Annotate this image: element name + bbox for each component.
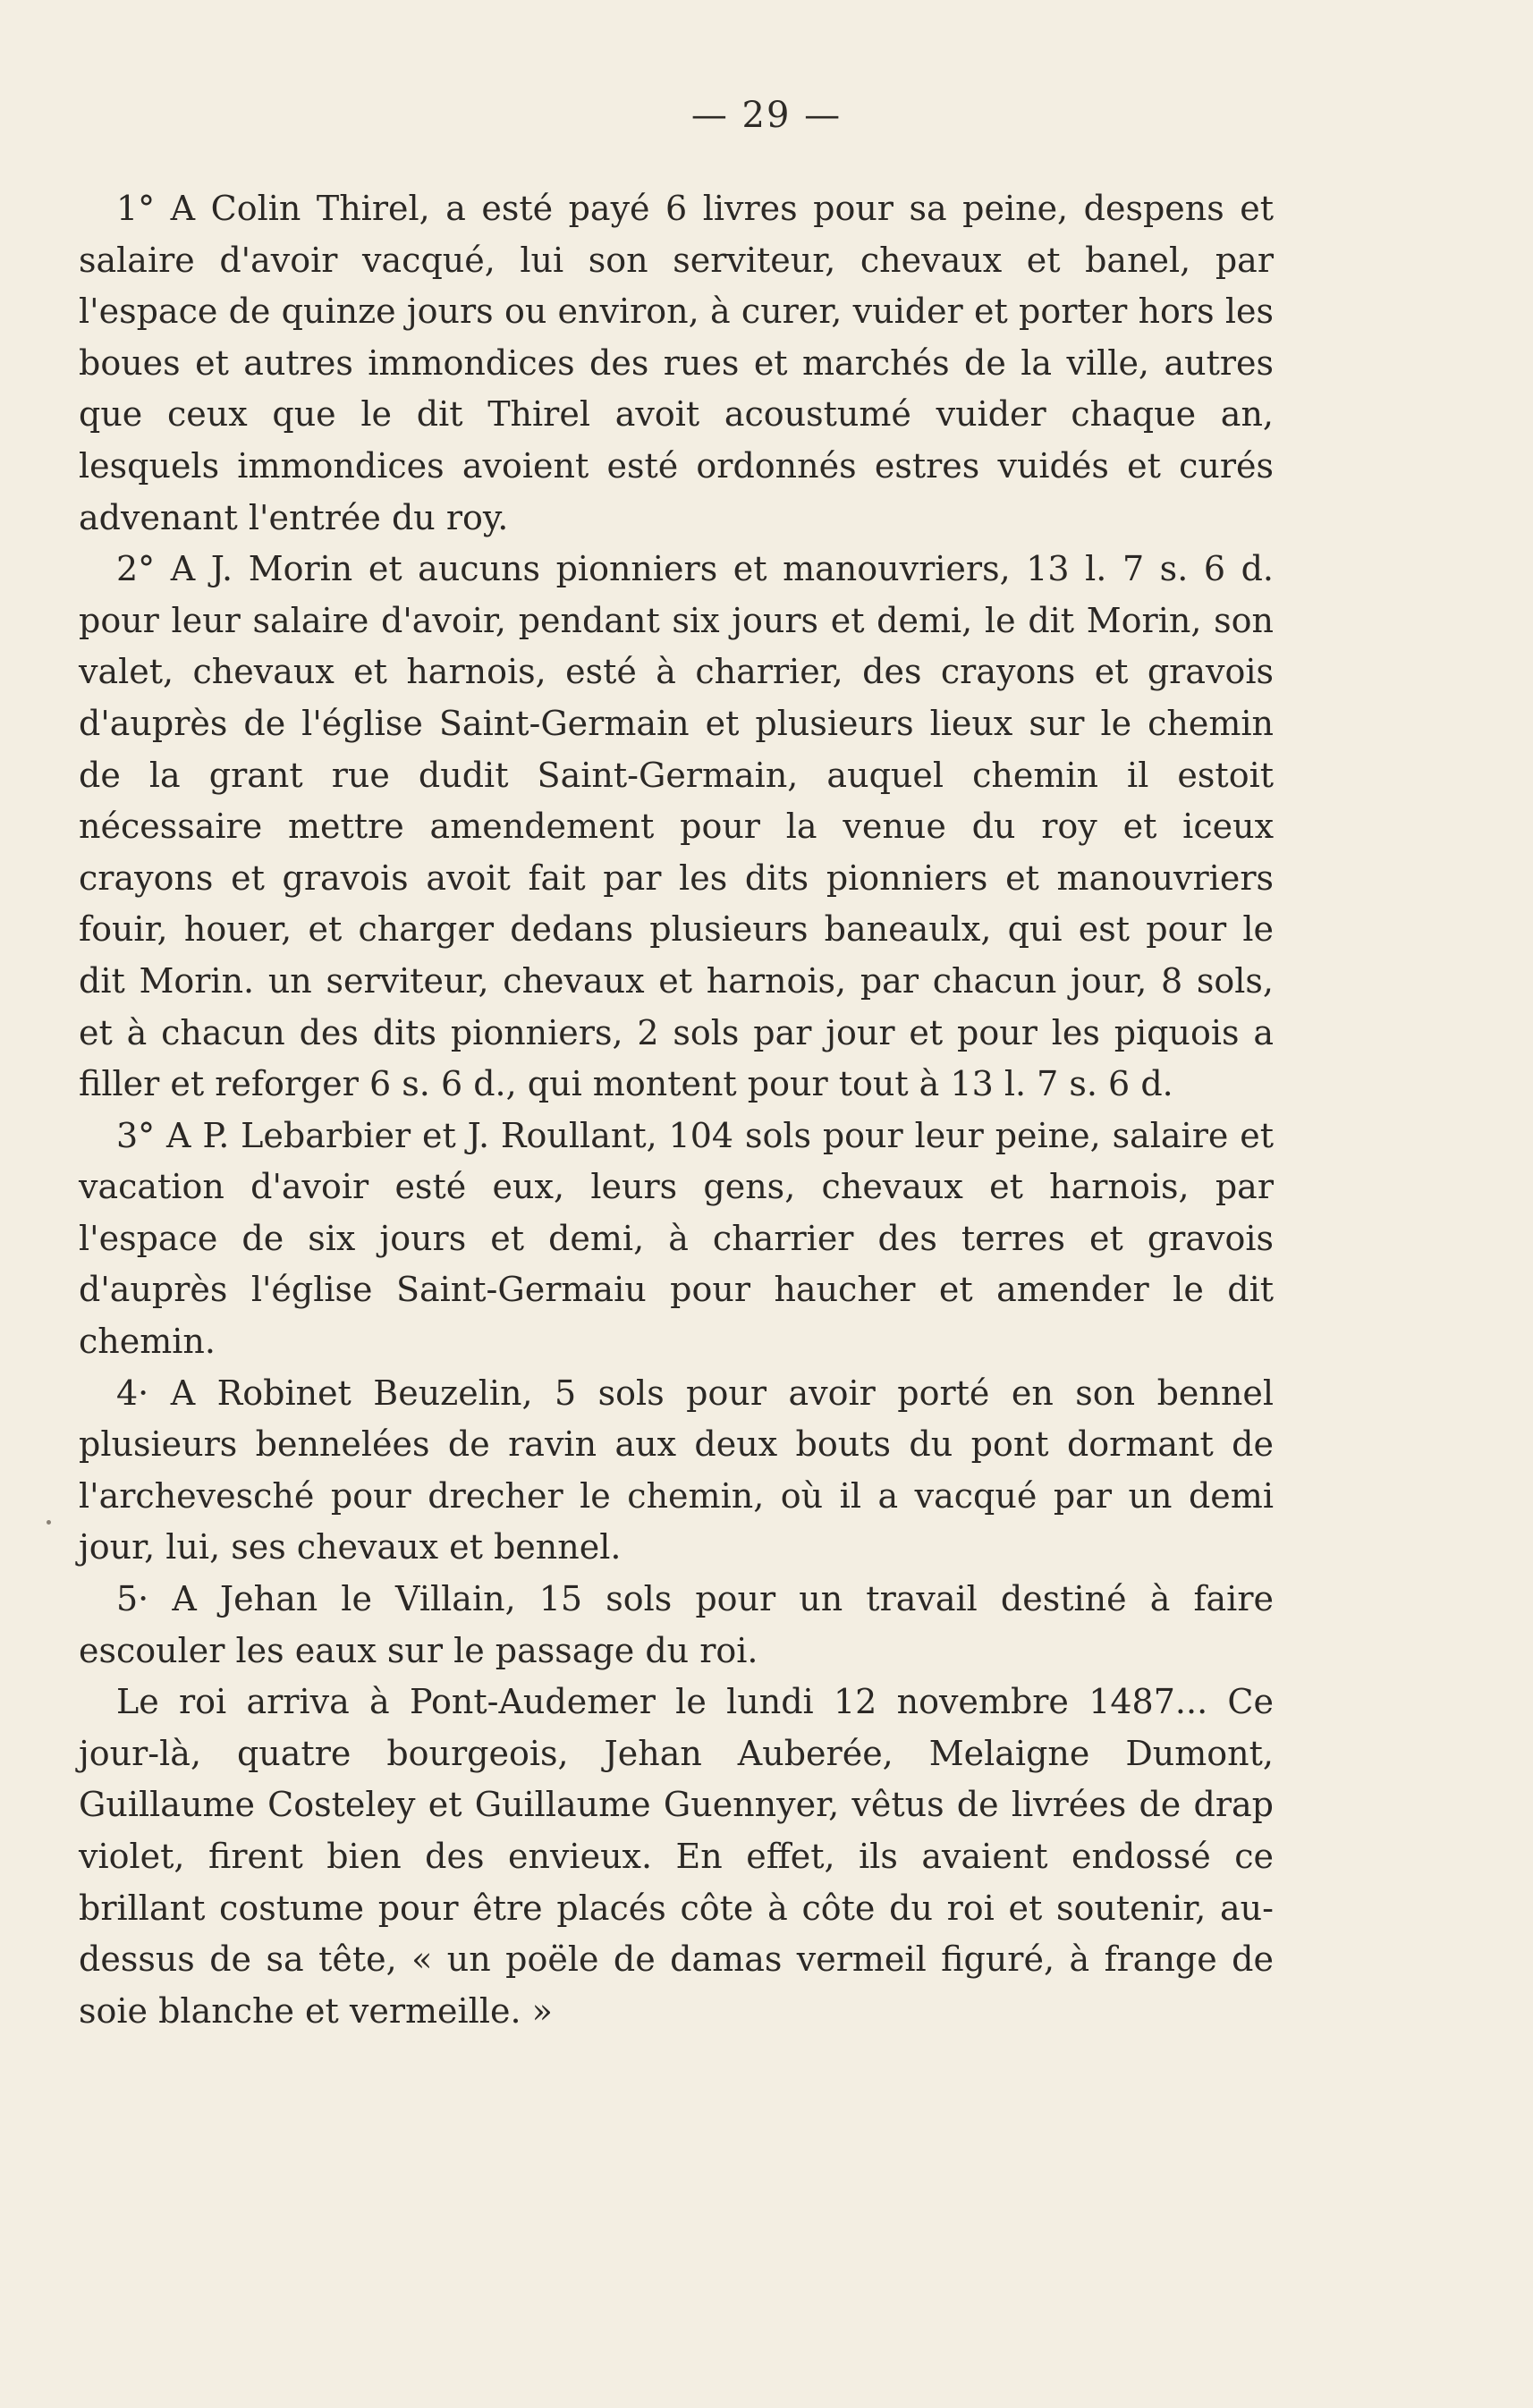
paragraph-narrative: Le roi arriva à Pont-Audemer le lundi 12 novembre 1487... Ce jour-là, quatre bourgeois, Jehan Auberée, Melaigne Dumont, Guillaume Costeley et Guillaume Guennyer, vêtus de livrées de drap violet, firent bien des envieux. En effet, ils avaient endossé ce brillant costume pour être placés côte à côte du roi et soutenir, au-dessus de sa tête, « un poële de damas vermeil figuré, à frange de soie blanche et vermeille. » xyxy=(79,1682,1274,2031)
paragraph-item-1: 1° A Colin Thirel, a esté payé 6 livres pour sa peine, despens et salaire d'avoir vacqué, lui son serviteur, chevaux et banel, par l'espace de quinze jours ou environ, à curer, vuider et porter hors les boues et autres immondices des rues et marchés de la ville, autres que ceux que le dit Thirel avoit acoustumé vuider chaque an, lesquels immondices avoient esté ordonnés estres vuidés et curés advenant l'entrée du roy. xyxy=(79,189,1274,537)
body-text xyxy=(79,183,1274,2037)
margin-mark xyxy=(47,1520,51,1525)
paragraph-item-2: 2° A J. Morin et aucuns pionniers et manouvriers, 13 l. 7 s. 6 d. pour leur salaire d'avoir, pendant six jours et demi, le dit Morin, son valet, chevaux et harnois, esté à charrier, des crayons et gravois d'auprès de l'église Saint-Germain et plusieurs lieux sur le chemin de la grant rue dudit Saint-Germain, auquel chemin il estoit nécessaire mettre amendement pour la venue du roy et iceux crayons et gravois avoit fait par les dits pionniers et manouvriers fouir, houer, et charger dedans plusieurs baneaulx, qui est pour le dit Morin. un serviteur, chevaux et harnois, par chacun jour, 8 sols, et à chacun des dits pionniers, 2 sols par jour et pour les piquois a filler et reforger 6 s. 6 d., qui montent pour tout à 13 l. 7 s. 6 d. xyxy=(79,549,1274,1104)
page-number: — 29 — xyxy=(690,95,843,136)
paragraph-item-5: 5· A Jehan le Villain, 15 sols pour un travail destiné à faire escouler les eaux sur le passage du roi. xyxy=(79,1579,1274,1670)
paragraph-item-4: 4· A Robinet Beuzelin, 5 sols pour avoir porté en son bennel plusieurs bennelées de ravin aux deux bouts du pont dormant de l'archevesché pour drecher le chemin, où il a vacqué par un demi jour, lui, ses chevaux et bennel. xyxy=(79,1373,1274,1567)
paragraph-item-3: 3° A P. Lebarbier et J. Roullant, 104 sols pour leur peine, salaire et vacation d'avoir esté eux, leurs gens, chevaux et harnois, par l'espace de six jours et demi, à charrier des terres et gravois d'auprès l'église Saint-Germaiu pour haucher et amender le dit chemin. xyxy=(79,1115,1274,1362)
